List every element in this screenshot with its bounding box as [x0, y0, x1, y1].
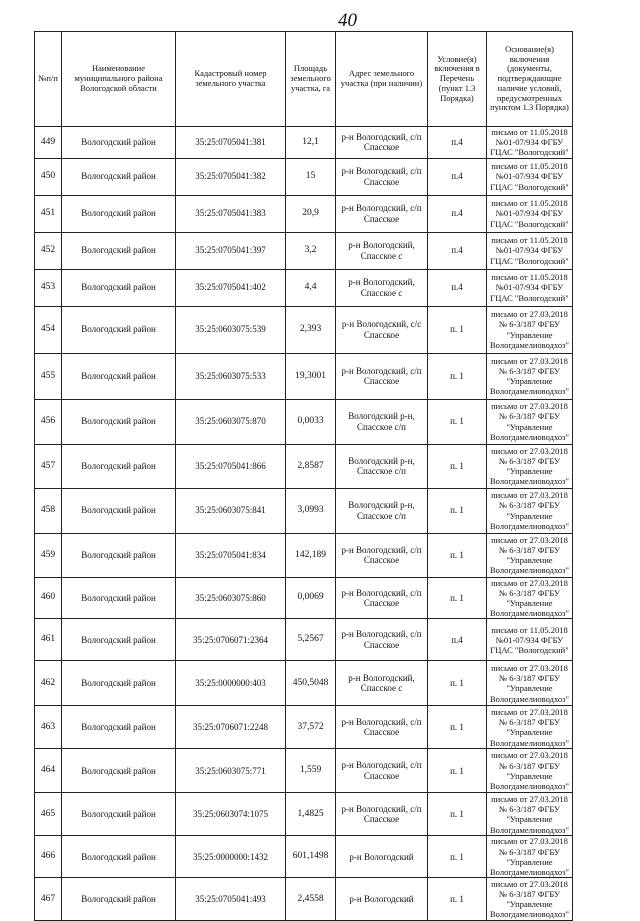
cell-district: Вологодский район [62, 619, 176, 661]
cell-cadastral: 35:25:0603075:533 [176, 353, 286, 399]
table-row [35, 619, 573, 661]
cell-basis: письмо от 27.03.2018 № 6-3/187 ФГБУ "Управление Вологдамелиоводхоз" [487, 577, 573, 619]
cell-cadastral: 35:25:0705041:381 [176, 127, 286, 159]
cell-district: Вологодский район [62, 195, 176, 232]
cell-address: р-н Вологодский, Спасское с [336, 232, 428, 269]
header-condition: Условие(я) включения в Перечень (пункт 1.3 Порядка) [428, 32, 487, 127]
table-row [35, 878, 573, 921]
cell-district: Вологодский район [62, 661, 176, 706]
cell-address: р-н Вологодский, с/п Спасское [336, 353, 428, 399]
cell-num: 457 [35, 444, 62, 488]
table-row [35, 488, 573, 533]
cell-num: 465 [35, 793, 62, 836]
cell-address: р-н Вологодский, с/п Спасское [336, 749, 428, 793]
cell-condition: п.4 [428, 195, 487, 232]
cell-address: р-н Вологодский [336, 878, 428, 921]
cell-basis: письмо от 27.03.2018 № 6-3/187 ФГБУ "Управление Вологдамелиоводхоз" [487, 488, 573, 533]
cell-address: р-н Вологодский, с/п Спасское [336, 577, 428, 619]
table-row [35, 353, 573, 399]
cell-num: 450 [35, 158, 62, 195]
cell-condition: п. 1 [428, 353, 487, 399]
table-row [35, 793, 573, 836]
cell-basis: письмо от 11.05.2018 №01-07/934 ФГБУ ГЦАС "Вологодский" [487, 127, 573, 159]
cell-district: Вологодский район [62, 533, 176, 577]
cell-area: 19,3001 [286, 353, 336, 399]
cell-condition: п.4 [428, 232, 487, 269]
cell-num: 467 [35, 878, 62, 921]
table-row [35, 706, 573, 749]
cell-area: 2,4558 [286, 878, 336, 921]
cell-num: 460 [35, 577, 62, 619]
cell-area: 0,0033 [286, 399, 336, 444]
cell-district: Вологодский район [62, 577, 176, 619]
cell-condition: п. 1 [428, 577, 487, 619]
table-row [35, 306, 573, 353]
cell-address: Вологодский р-н, Спасское с/п [336, 444, 428, 488]
cell-basis: письмо от 11.05.2018 №01-07/934 ФГБУ ГЦАС "Вологодский" [487, 232, 573, 269]
cell-condition: п. 1 [428, 706, 487, 749]
header-address: Адрес земельного участка (при наличии) [336, 32, 428, 127]
cell-district: Вологодский район [62, 158, 176, 195]
cell-condition: п. 1 [428, 749, 487, 793]
cell-district: Вологодский район [62, 444, 176, 488]
cell-district: Вологодский район [62, 878, 176, 921]
cell-num: 464 [35, 749, 62, 793]
cell-num: 456 [35, 399, 62, 444]
cell-area: 5,2567 [286, 619, 336, 661]
cell-num: 459 [35, 533, 62, 577]
cell-condition: п. 1 [428, 661, 487, 706]
cell-address: р-н Вологодский [336, 836, 428, 878]
cell-address: р-н Вологодский, с/п Спасское [336, 533, 428, 577]
cell-area: 2,393 [286, 306, 336, 353]
cell-num: 454 [35, 306, 62, 353]
cell-cadastral: 35:25:0705041:493 [176, 878, 286, 921]
cell-district: Вологодский район [62, 488, 176, 533]
cell-cadastral: 35:25:0706071:2364 [176, 619, 286, 661]
header-district: Наименование муниципального района Вологодской области [62, 32, 176, 127]
header-cadastral: Кадастровый номер земельного участка [176, 32, 286, 127]
cell-cadastral: 35:25:0705041:402 [176, 269, 286, 306]
cell-address: р-н Вологодский, с/с Спасское [336, 306, 428, 353]
table-row [35, 195, 573, 232]
cell-basis: письмо от 27.03.2018 № 6-3/187 ФГБУ "Управление Вологдамелиоводхоз" [487, 399, 573, 444]
table-row [35, 444, 573, 488]
cell-basis: письмо от 27.03.2018 № 6-3/187 ФГБУ "Управление Вологдамелиоводхоз" [487, 533, 573, 577]
cell-condition: п.4 [428, 158, 487, 195]
cell-address: р-н Вологодский, с/п Спасское [336, 706, 428, 749]
cell-basis: письмо от 27.03.2018 № 6-3/187 ФГБУ "Управление Вологдамелиоводхоз" [487, 793, 573, 836]
cell-area: 12,1 [286, 127, 336, 159]
cell-cadastral: 35:25:0603075:860 [176, 577, 286, 619]
table-row [35, 661, 573, 706]
cell-condition: п. 1 [428, 878, 487, 921]
cell-num: 458 [35, 488, 62, 533]
table-row [35, 127, 573, 159]
land-plots-table [34, 31, 573, 921]
cell-basis: письмо от 27.03.2018 № 6-3/187 ФГБУ "Управление Вологдамелиоводхоз" [487, 706, 573, 749]
cell-basis: письмо от 27.03.2018 № 6-3/187 ФГБУ "Управление Вологдамелиоводхоз" [487, 878, 573, 921]
cell-num: 449 [35, 127, 62, 159]
cell-condition: п.4 [428, 269, 487, 306]
page-number: 40 [338, 10, 357, 31]
cell-area: 15 [286, 158, 336, 195]
cell-area: 20,9 [286, 195, 336, 232]
table-row [35, 836, 573, 878]
cell-address: р-н Вологодский, Спасское с [336, 269, 428, 306]
cell-cadastral: 35:25:0000000:1432 [176, 836, 286, 878]
cell-district: Вологодский район [62, 706, 176, 749]
cell-area: 4,4 [286, 269, 336, 306]
cell-num: 452 [35, 232, 62, 269]
cell-cadastral: 35:25:0603075:771 [176, 749, 286, 793]
header-basis: Основание(я) включения (документы, подтверждающие наличие условий, предусмотренных пунктом 1.3 Порядка) [487, 32, 573, 127]
header-area: Площадь земельного участка, га [286, 32, 336, 127]
cell-basis: письмо от 27.03.2018 № 6-3/187 ФГБУ "Управление Вологдамелиоводхоз" [487, 836, 573, 878]
table-row [35, 749, 573, 793]
cell-address: р-н Вологодский, с/п Спасское [336, 195, 428, 232]
cell-area: 0,0069 [286, 577, 336, 619]
cell-address: р-н Вологодский, с/п Спасское [336, 619, 428, 661]
cell-condition: п. 1 [428, 793, 487, 836]
cell-condition: п. 1 [428, 836, 487, 878]
cell-num: 453 [35, 269, 62, 306]
cell-cadastral: 35:25:0706071:2248 [176, 706, 286, 749]
cell-district: Вологодский район [62, 306, 176, 353]
cell-condition: п. 1 [428, 533, 487, 577]
cell-district: Вологодский район [62, 836, 176, 878]
cell-area: 142,189 [286, 533, 336, 577]
cell-area: 450,5048 [286, 661, 336, 706]
table-row [35, 399, 573, 444]
table-row [35, 533, 573, 577]
cell-area: 1,4825 [286, 793, 336, 836]
cell-district: Вологодский район [62, 399, 176, 444]
cell-num: 461 [35, 619, 62, 661]
table-header-row [35, 32, 573, 127]
cell-address: Вологодский р-н, Спасское с/п [336, 399, 428, 444]
header-num: №п/п [35, 32, 62, 127]
cell-cadastral: 35:25:0603074:1075 [176, 793, 286, 836]
cell-cadastral: 35:25:0705041:834 [176, 533, 286, 577]
cell-district: Вологодский район [62, 269, 176, 306]
cell-condition: п. 1 [428, 444, 487, 488]
cell-area: 3,0993 [286, 488, 336, 533]
cell-district: Вологодский район [62, 232, 176, 269]
cell-condition: п.4 [428, 127, 487, 159]
cell-condition: п. 1 [428, 399, 487, 444]
cell-basis: письмо от 27.03.2018 № 6-3/187 ФГБУ "Управление Вологдамелиоводхоз" [487, 444, 573, 488]
table-row [35, 577, 573, 619]
cell-cadastral: 35:25:0000000:403 [176, 661, 286, 706]
cell-condition: п. 1 [428, 306, 487, 353]
cell-cadastral: 35:25:0705041:397 [176, 232, 286, 269]
cell-area: 3,2 [286, 232, 336, 269]
cell-address: р-н Вологодский, с/п Спасское [336, 127, 428, 159]
cell-num: 462 [35, 661, 62, 706]
cell-condition: п. 1 [428, 488, 487, 533]
cell-basis: письмо от 11.05.2018 №01-07/934 ФГБУ ГЦАС "Вологодский" [487, 195, 573, 232]
cell-cadastral: 35:25:0705041:866 [176, 444, 286, 488]
table-row [35, 269, 573, 306]
cell-basis: письмо от 11.05.2018 №01-07/934 ФГБУ ГЦАС "Вологодский" [487, 269, 573, 306]
table-row [35, 158, 573, 195]
cell-num: 466 [35, 836, 62, 878]
cell-basis: письмо от 11.05.2018 №01-07/934 ФГБУ ГЦАС "Вологодский" [487, 158, 573, 195]
cell-cadastral: 35:25:0603075:539 [176, 306, 286, 353]
cell-basis: письмо от 27.03.2018 № 6-3/187 ФГБУ "Управление Вологдамелиоводхоз" [487, 353, 573, 399]
cell-area: 2,8587 [286, 444, 336, 488]
cell-basis: письмо от 27.03.2018 № 6-3/187 ФГБУ "Управление Вологдамелиоводхоз" [487, 306, 573, 353]
cell-area: 601,1498 [286, 836, 336, 878]
cell-basis: письмо от 11.05.2018 №01-07/934 ФГБУ ГЦАС "Вологодский" [487, 619, 573, 661]
cell-district: Вологодский район [62, 127, 176, 159]
cell-district: Вологодский район [62, 793, 176, 836]
cell-address: р-н Вологодский, Спасское с [336, 661, 428, 706]
cell-district: Вологодский район [62, 749, 176, 793]
cell-basis: письмо от 27.03.2018 № 6-3/187 ФГБУ "Управление Вологдамелиоводхоз" [487, 749, 573, 793]
cell-condition: п.4 [428, 619, 487, 661]
cell-district: Вологодский район [62, 353, 176, 399]
cell-address: р-н Вологодский, с/п Спасское [336, 158, 428, 195]
table-row [35, 232, 573, 269]
cell-cadastral: 35:25:0705041:383 [176, 195, 286, 232]
cell-num: 463 [35, 706, 62, 749]
cell-area: 37,572 [286, 706, 336, 749]
cell-address: Вологодский р-н, Спасское с/п [336, 488, 428, 533]
cell-cadastral: 35:25:0603075:870 [176, 399, 286, 444]
cell-num: 455 [35, 353, 62, 399]
cell-area: 1,559 [286, 749, 336, 793]
cell-basis: письмо от 27.03.2018 № 6-3/187 ФГБУ "Управление Вологдамелиоводхоз" [487, 661, 573, 706]
cell-cadastral: 35:25:0705041:382 [176, 158, 286, 195]
cell-num: 451 [35, 195, 62, 232]
cell-cadastral: 35:25:0603075:841 [176, 488, 286, 533]
cell-address: р-н Вологодский, с/п Спасское [336, 793, 428, 836]
